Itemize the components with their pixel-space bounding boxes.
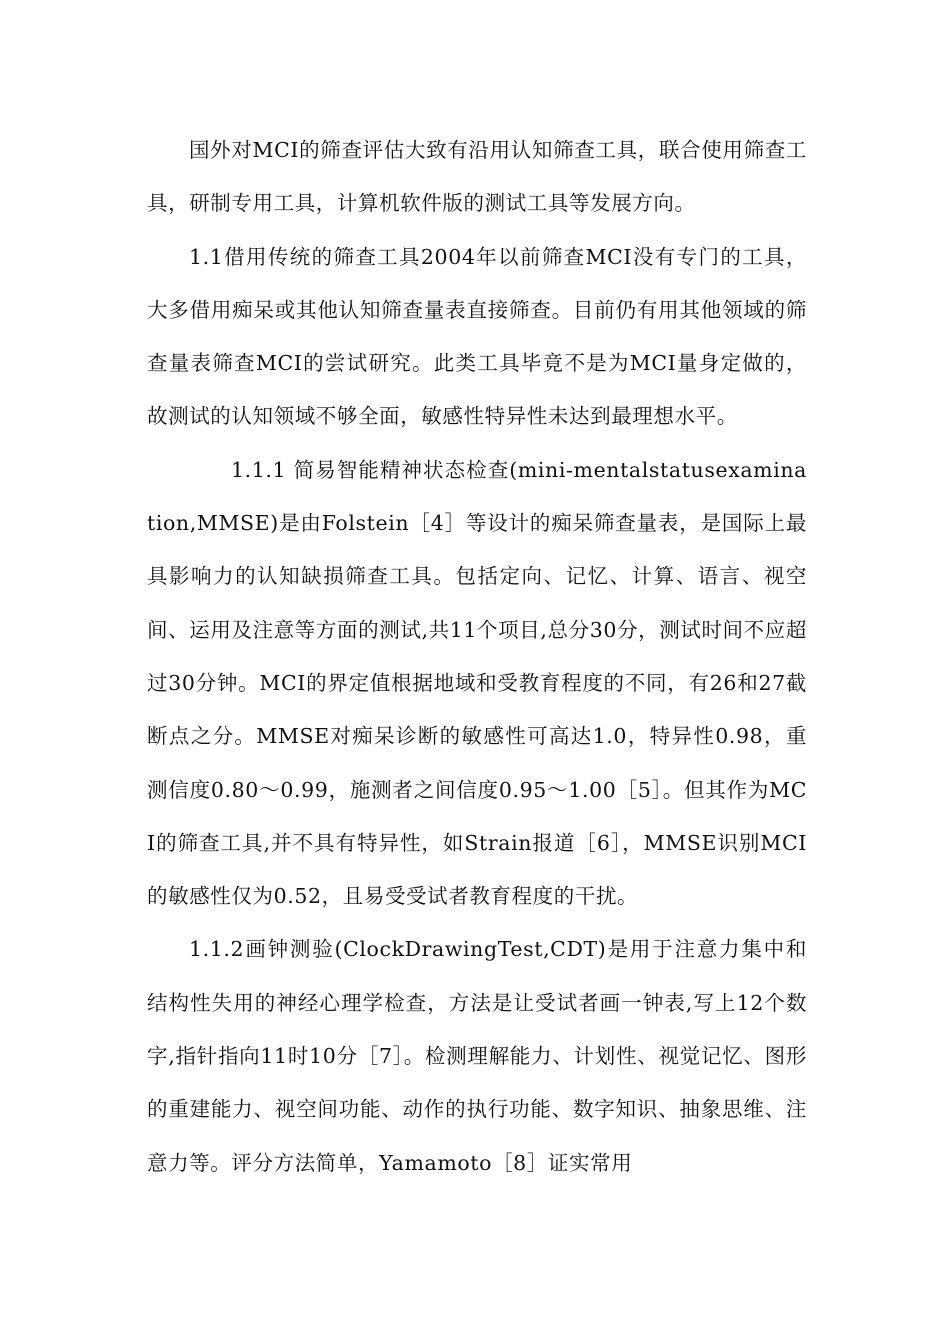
paragraph-section-1-1-2-cdt: 1.1.2画钟测验(ClockDrawingTest,CDT)是用于注意力集中和结构性失用的神经心理学检查，方法是让受试者画一钟表,写上12个数字,指针指向11时10分［7］。检测理解能力、计划性、视觉记忆、图形的重建能力、视空间功能、动作的执行功能、数字知识、抽象思维、注意力等。评分方法简单，Yamamoto［8］证实常用 [147,937,807,1175]
paragraph-section-1-1: 1.1借用传统的筛查工具2004年以前筛查MCI没有专门的工具，大多借用痴呆或其他认知筛查量表直接筛查。目前仍有用其他领域的筛查量表筛查MCI的尝试研究。此类工具毕竟不是为MCI量身定做的，故测试的认知领域不够全面，敏感性特异性未达到最理想水平。 [147,244,807,429]
paragraph-intro: 国外对MCI的筛查评估大致有沿用认知筛查工具，联合使用筛查工具，研制专用工具，计算机软件版的测试工具等发展方向。 [147,138,807,216]
body-text [147,124,807,1190]
paragraph-section-1-1-1-mmse: 1.1.1 简易智能精神状态检查(mini-mentalstatusexamination,MMSE)是由Folstein［4］等设计的痴呆筛查量表，是国际上最具影响力的认知缺损筛查工具。包括定向、记忆、计算、语言、视空间、运用及注意等方面的测试,共11个项目,总分30分，测试时间不应超过30分钟。MCI的界定值根据地域和受教育程度的不同，有26和27截断点之分。MMSE对痴呆诊断的敏感性可高达1.0，特异性0.98，重测信度0.80～0.99，施测者之间信度0.95～1.00［5］。但其作为MCI的筛查工具,并不具有特异性，如Strain报道［6］，MMSE识别MCI的敏感性仅为0.52，且易受受试者教育程度的干扰。 [147,457,807,909]
